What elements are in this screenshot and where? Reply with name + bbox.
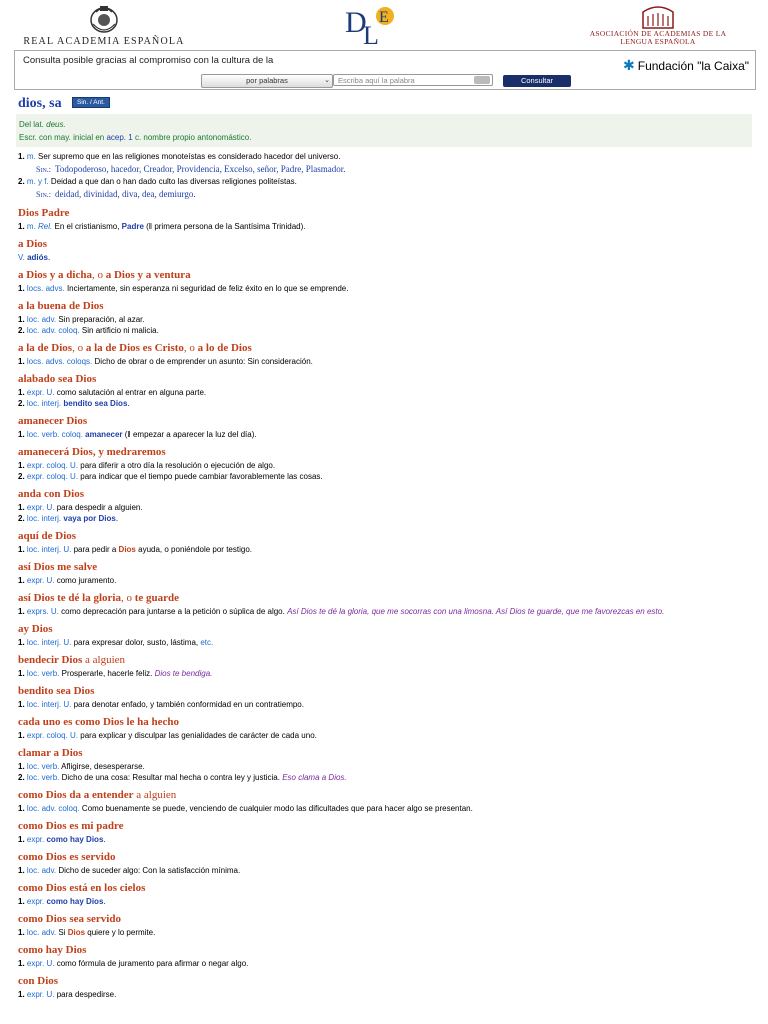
locution-name: a la de Dios es Cristo	[85, 342, 184, 354]
clear-icon[interactable]	[474, 76, 490, 84]
definition-text: Dicho de una cosa: Resultar mal hecha o contra ley y justicia.	[61, 773, 280, 782]
locution-name: amanecerá Dios, y medraremos	[18, 446, 166, 458]
definition-text: En el cristianismo,	[54, 222, 120, 231]
grammar-abbr[interactable]: loc. verb.	[26, 762, 60, 771]
definition-number: 2.	[18, 326, 25, 335]
definition-number: 2.	[18, 472, 25, 481]
locution-name: así Dios te dé la gloria	[18, 592, 121, 604]
cross-reference-link[interactable]: adiós	[27, 253, 48, 262]
locution-title	[18, 943, 754, 958]
locution-name: como Dios es mi padre	[18, 820, 124, 832]
grammar-abbr[interactable]: loc. verb.	[26, 669, 60, 678]
synonyms-line	[18, 163, 754, 176]
synonyms-button[interactable]: Sin. / Ant.	[72, 97, 110, 108]
asale-crest-icon	[633, 4, 683, 30]
definition-number: 1.	[18, 762, 25, 771]
usage-example: Eso clama a Dios.	[282, 773, 347, 782]
locution-name: te guarde	[134, 592, 180, 604]
locution-definition	[18, 772, 754, 783]
locution-title	[18, 850, 754, 865]
locution-name: bendito sea Dios	[18, 685, 95, 697]
definition-text: Inciertamente, sin esperanza ni seguridad de feliz éxito en lo que se emprende.	[66, 284, 349, 293]
locution-title	[18, 206, 754, 221]
grammar-abbr[interactable]: expr. coloq. U.	[26, 731, 79, 740]
definition-text: Dicho de obrar o de emprender un asunto: Sin consideración.	[94, 357, 313, 366]
locution-definition	[18, 699, 754, 710]
cross-reference-link[interactable]: como hay Dios	[46, 897, 104, 906]
etc-abbr[interactable]: etc.	[200, 638, 214, 647]
grammar-abbr[interactable]: loc. interj.	[26, 399, 62, 408]
definition-number: 1.	[18, 388, 25, 397]
synonyms-label: Sin.:	[36, 165, 52, 174]
definition-number: 1.	[18, 928, 25, 937]
locution-definition	[18, 471, 754, 482]
see-also-abbr[interactable]: V.	[18, 253, 25, 262]
locution-title	[18, 341, 754, 356]
sense-text: Deidad a que dan o han dado culto las diversas religiones politeístas.	[50, 177, 297, 186]
grammar-abbr[interactable]: expr. U.	[26, 576, 55, 585]
locution-name: a la de Dios	[18, 342, 73, 354]
entry-content	[18, 94, 754, 1000]
grammar-abbr[interactable]: loc. interj.	[26, 514, 62, 523]
definition-text: Si	[58, 928, 66, 937]
sense-item	[18, 176, 754, 188]
star-icon: ✱	[623, 57, 635, 73]
locution-definition	[18, 283, 754, 294]
definition-number: 1.	[18, 503, 25, 512]
locution-name: a lo de Dios	[197, 342, 252, 354]
locution-title	[18, 372, 754, 387]
definition-text: Sin preparación, al azar.	[58, 315, 145, 324]
locution-definition	[18, 398, 754, 409]
definition-number: 1.	[18, 959, 25, 968]
locution-definition	[18, 958, 754, 969]
definition-text: Dicho de suceder algo: Con la satisfacción mínima.	[58, 866, 241, 875]
locution-title	[18, 529, 754, 544]
grammar-abbr[interactable]: loc. interj. U.	[26, 700, 72, 709]
asale-name-line2: LENGUA ESPAÑOLA	[620, 37, 696, 46]
locution-definition	[18, 896, 754, 907]
locution-name: con Dios	[18, 975, 59, 987]
locution-title	[18, 819, 754, 834]
grammar-abbr[interactable]: locs. advs. coloqs.	[26, 357, 93, 366]
definition-text: para expresar dolor, susto, lástima,	[73, 638, 199, 647]
definition-text: Afligirse, desesperarse.	[61, 762, 145, 771]
definition-tail: (‖ primera persona de la Santísima Trinidad).	[146, 222, 306, 231]
locution-connector: , o	[91, 269, 106, 281]
definition-text: para despedirse.	[56, 990, 117, 999]
definition-number: 1.	[18, 804, 25, 813]
grammar-abbr[interactable]: loc. adv. coloq.	[26, 804, 80, 813]
locution-definition	[18, 761, 754, 772]
locution-definition	[18, 637, 754, 648]
sense-item	[18, 151, 754, 163]
definition-number: 2.	[18, 773, 25, 782]
definition-number: 2.	[18, 399, 25, 408]
definition-number: 1.	[18, 835, 25, 844]
etymology-line: Del lat. deus.	[19, 120, 66, 129]
grammar-abbr[interactable]: expr. U.	[26, 503, 55, 512]
locution-title	[18, 268, 754, 283]
locution-name: como Dios está en los cielos	[18, 882, 146, 894]
grammar-abbr[interactable]: expr. coloq. U.	[26, 472, 79, 481]
locution-definition	[18, 668, 754, 679]
locution-complement: a alguien	[133, 789, 177, 801]
locution-name: alabado sea Dios	[18, 373, 97, 385]
usage-example: Dios te bendiga.	[154, 669, 213, 678]
locution-name: Dios Padre	[18, 207, 70, 219]
headword-row	[18, 94, 754, 114]
synonyms-line	[18, 188, 754, 201]
locution-connector: , o	[72, 342, 86, 354]
locution-definition	[18, 314, 754, 325]
svg-text:D: D	[345, 6, 367, 39]
definition-text: como juramento.	[56, 576, 117, 585]
definition-number: 1.	[18, 315, 25, 324]
usage-note: Escr. con may. inicial en acep. 1 c. nombre propio antonomástico.	[19, 133, 252, 142]
definition-text: Sin artificio ni malicia.	[81, 326, 159, 335]
locution-name: amanecer Dios	[18, 415, 88, 427]
definition-tail: .	[127, 399, 130, 408]
grammar-abbr[interactable]: loc. verb. coloq.	[26, 430, 83, 439]
synonyms-list[interactable]: Todopoderoso, hacedor, Creador, Providencia, Excelso, señor, Padre, Plasmador.	[55, 164, 346, 174]
definition-number: 1.	[18, 284, 25, 293]
sense-abbr[interactable]: m.	[26, 152, 36, 161]
locution-name: como hay Dios	[18, 944, 87, 956]
grammar-abbr[interactable]: loc. adv.	[26, 315, 57, 324]
synonyms-label: Sin.:	[36, 190, 52, 199]
search-input[interactable]	[333, 74, 493, 86]
definition-text: como salutación al entrar en alguna parte.	[56, 388, 207, 397]
locution-name: clamar a Dios	[18, 747, 83, 759]
grammar-abbr[interactable]: expr. coloq. U.	[26, 461, 79, 470]
grammar-abbr[interactable]: loc. adv.	[26, 866, 57, 875]
locution-name: como Dios da a entender	[18, 789, 134, 801]
cross-reference-link[interactable]: vaya por Dios	[63, 514, 116, 523]
grammar-abbr[interactable]: expr. U.	[26, 990, 55, 999]
definition-number: 1.	[18, 607, 25, 616]
grammar-abbr[interactable]: expr.	[26, 897, 45, 906]
grammar-abbr[interactable]: expr. U.	[26, 388, 55, 397]
svg-text:L: L	[363, 21, 379, 48]
locution-definition	[18, 356, 754, 367]
rae-crest-icon	[87, 2, 121, 34]
definition-number: 1.	[18, 222, 25, 231]
locution-definition	[18, 460, 754, 471]
locution-title	[18, 912, 754, 927]
locution-title	[18, 746, 754, 761]
definition-text: para despedir a alguien.	[56, 503, 143, 512]
locution-title	[18, 591, 754, 606]
locution-definition	[18, 429, 754, 440]
definition-number: 1.	[18, 430, 25, 439]
locution-definition	[18, 513, 754, 524]
definition-text: Prosperarle, hacerle feliz.	[61, 669, 153, 678]
definition-tail: (‖ empezar a aparecer la luz del día).	[124, 430, 257, 439]
grammar-abbr[interactable]: locs. advs.	[26, 284, 65, 293]
locution-title	[18, 715, 754, 730]
locution-name: cada uno es como Dios le ha hecho	[18, 716, 180, 728]
definition-tail: quiere y lo permite.	[87, 928, 156, 937]
locution-definition	[18, 325, 754, 336]
grammar-abbr[interactable]: loc. verb.	[26, 773, 60, 782]
locution-complement: a alguien	[82, 654, 126, 666]
definition-text: Como buenamente se puede, venciendo de cualquier modo las dificultades que para hacer algo se presentan.	[81, 804, 473, 813]
sponsor-message: Consulta posible gracias al compromiso con la cultura de la	[23, 55, 274, 66]
search-bar	[14, 50, 756, 90]
definition-text: para indicar que el tiempo puede cambiar favorablemente las cosas.	[80, 472, 323, 481]
locution-name: bendecir Dios	[18, 654, 83, 666]
locution-definition	[18, 387, 754, 398]
locution-definition	[18, 221, 754, 232]
definition-number: 1.	[18, 357, 25, 366]
cross-reference-link[interactable]: bendito sea Dios	[63, 399, 128, 408]
definition-number: 1.	[18, 669, 25, 678]
locution-definition	[18, 252, 754, 263]
definition-number: 2.	[18, 514, 25, 523]
grammar-abbr[interactable]: loc. adv.	[26, 928, 57, 937]
locution-title	[18, 653, 754, 668]
headword: dios, sa	[18, 96, 62, 111]
definition-number: 1.	[18, 700, 25, 709]
svg-text:E: E	[379, 9, 389, 26]
locution-definition	[18, 989, 754, 1000]
locution-name: a Dios y a dicha	[18, 269, 92, 281]
locution-title	[18, 414, 754, 429]
definition-number: 1.	[18, 866, 25, 875]
locution-title	[18, 788, 754, 803]
grammar-abbr[interactable]: expr.	[26, 835, 45, 844]
locution-name: a Dios	[18, 238, 48, 250]
locution-name: a Dios y a ventura	[105, 269, 191, 281]
cross-reference-link[interactable]: Padre	[121, 222, 144, 231]
definition-text: para diferir a otro día la resolución o ejecución de algo.	[80, 461, 276, 470]
sponsor-logo[interactable]	[623, 57, 749, 74]
grammar-abbr[interactable]: expr. U.	[26, 959, 55, 968]
definition-tail: .	[115, 514, 119, 523]
locution-name: aquí de Dios	[18, 530, 77, 542]
definition-text: para pedir a	[73, 545, 117, 554]
definition-tail: .	[103, 897, 106, 906]
locution-definition	[18, 544, 754, 555]
site-header	[0, 0, 768, 50]
locution-definition	[18, 502, 754, 513]
locutions-list	[18, 206, 754, 1000]
cross-reference-link[interactable]: amanecer	[85, 430, 123, 439]
definition-number: 1.	[18, 731, 25, 740]
locution-name: como Dios es servido	[18, 851, 116, 863]
grammar-abbr[interactable]: exprs. U.	[26, 607, 59, 616]
headword-mention: Dios	[118, 545, 136, 554]
asale-logo[interactable]	[560, 4, 756, 46]
locution-definition	[18, 927, 754, 938]
sense-abbr[interactable]: m. y f.	[26, 177, 49, 186]
locution-name: como Dios sea servido	[18, 913, 121, 925]
locution-definition	[18, 606, 754, 617]
definition-text: para explicar y disculpar las genialidades de carácter de cada uno.	[80, 731, 317, 740]
locution-name: anda con Dios	[18, 488, 85, 500]
locution-definition	[18, 730, 754, 741]
definition-text: como deprecación para juntarse a la petición o súplica de algo.	[61, 607, 285, 616]
locution-title	[18, 560, 754, 575]
locution-name: así Dios me salve	[18, 561, 98, 573]
definition-text: para denotar enfado, y también conformidad en un contratiempo.	[73, 700, 304, 709]
locution-title	[18, 622, 754, 637]
synonyms-list[interactable]: deidad, divinidad, diva, dea, demiurgo.	[55, 189, 196, 199]
senses-list	[18, 151, 754, 201]
locution-definition	[18, 834, 754, 845]
sense-number: 1.	[18, 152, 25, 161]
definition-tail: .	[47, 253, 51, 262]
rae-name: REAL ACADEMIA ESPAÑOLA	[23, 36, 185, 47]
locution-name: a la buena de Dios	[18, 300, 104, 312]
sense-text: Ser supremo que en las religiones monoteístas es considerado hacedor del universo.	[38, 152, 341, 161]
dle-logo-icon[interactable]	[343, 2, 401, 48]
definition-tail: .	[103, 835, 106, 844]
locution-definition	[18, 865, 754, 876]
rae-logo[interactable]	[14, 2, 194, 47]
definition-number: 1.	[18, 990, 25, 999]
cross-reference-link[interactable]: como hay Dios	[46, 835, 104, 844]
locution-connector: , o	[183, 342, 198, 354]
chevron-down-icon: ⌄	[324, 77, 330, 84]
locution-title	[18, 881, 754, 896]
definition-number: 1.	[18, 576, 25, 585]
grammar-abbr[interactable]: loc. interj. U.	[26, 545, 72, 554]
usage-example: Así Dios te dé la gloria, que me socorras con una limosna. Así Dios te guarde, que me favorezcas en esto.	[287, 607, 665, 616]
grammar-abbr[interactable]: loc. adv. coloq.	[26, 326, 80, 335]
grammar-abbr[interactable]: loc. interj. U.	[26, 638, 72, 647]
search-placeholder: Escriba aquí la palabra	[338, 76, 415, 85]
locution-title	[18, 487, 754, 502]
definition-number: 1.	[18, 897, 25, 906]
asale-name-line1: ASOCIACIÓN DE ACADEMIAS DE LA	[589, 29, 727, 38]
consult-button[interactable]: Consultar	[503, 75, 571, 87]
sense-number: 2.	[18, 177, 25, 186]
domain-abbr[interactable]: Rel.	[38, 222, 53, 231]
grammar-abbr[interactable]: m.	[26, 222, 36, 231]
etymology-box	[16, 114, 752, 147]
definition-text: como fórmula de juramento para afirmar o negar algo.	[56, 959, 249, 968]
locution-definition	[18, 803, 754, 814]
locution-connector: , o	[120, 592, 135, 604]
locution-definition	[18, 575, 754, 586]
search-mode-select[interactable]	[201, 74, 333, 88]
sponsor-name: Fundación "la Caixa"	[637, 59, 749, 73]
locution-title	[18, 974, 754, 989]
headword-mention: Dios	[67, 928, 86, 937]
definition-tail: ayuda, o poniéndole por testigo.	[138, 545, 252, 554]
locution-title	[18, 237, 754, 252]
definition-number: 1.	[18, 638, 25, 647]
locution-name: ay Dios	[18, 623, 53, 635]
locution-title	[18, 299, 754, 314]
locution-title	[18, 445, 754, 460]
locution-title	[18, 684, 754, 699]
definition-number: 1.	[18, 461, 25, 470]
search-mode-value: por palabras	[246, 76, 288, 85]
definition-number: 1.	[18, 545, 25, 554]
